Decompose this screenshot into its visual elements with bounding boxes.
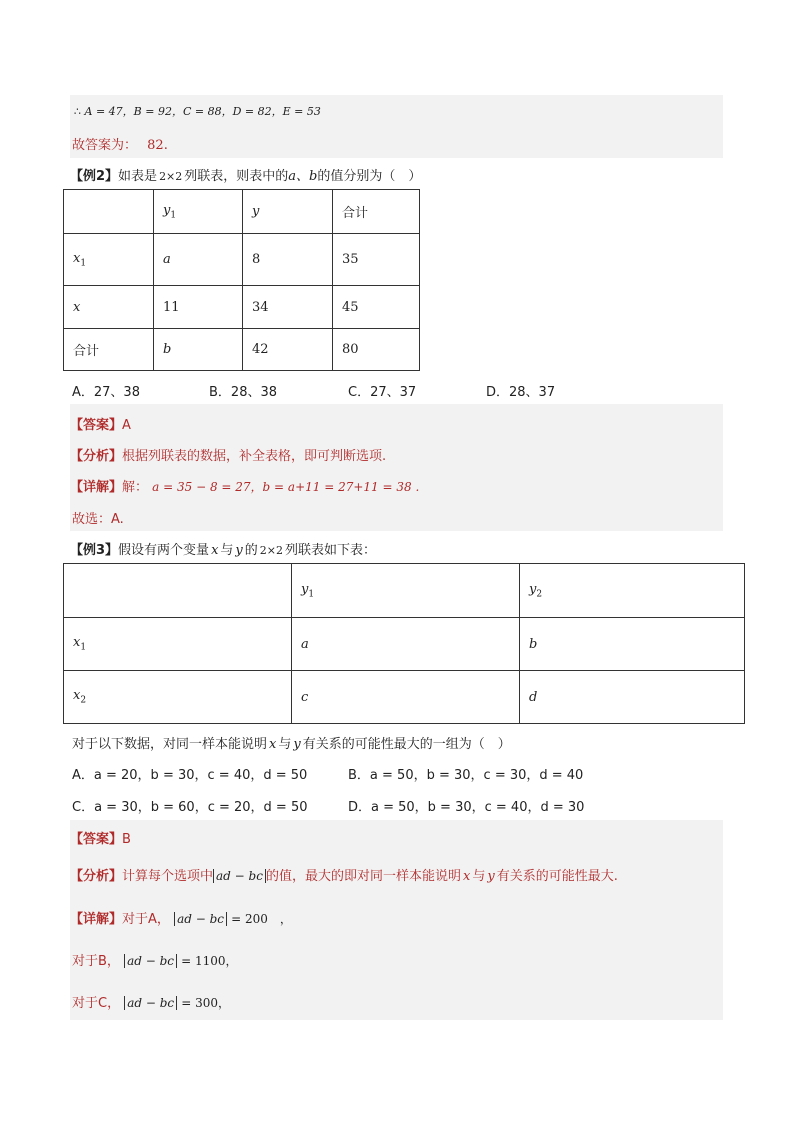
cell: y <box>243 190 333 234</box>
cell <box>64 190 154 234</box>
cell: 8 <box>243 234 333 286</box>
contingency-table-3 <box>63 563 745 724</box>
cell: 42 <box>243 329 333 371</box>
choice-line: 故选：A. <box>72 512 124 527</box>
abs-expression: ad − bc <box>213 869 266 883</box>
option-c: C．a = 30，b = 60，c = 20，d = 50 <box>72 800 308 815</box>
cell: b <box>520 618 745 671</box>
values-text: A = 47，B = 92，C = 88，D = 82，E = 53 <box>84 105 321 118</box>
analysis-line: 【分析】根据列联表的数据，补全表格，即可判断选项. <box>70 449 387 464</box>
option-d: D．28、37 <box>486 385 556 400</box>
cell <box>64 564 292 618</box>
cell: $x_1$ <box>64 234 154 286</box>
example2-question: 【例2】如表是 2×2 列联表，则表中的a、b的值分别为（ ） <box>70 169 422 184</box>
option-b: B．a = 50，b = 30，c = 30，d = 40 <box>348 768 584 783</box>
values-line: ∴ A = 47，B = 92，C = 88，D = 82，E = 53 <box>74 105 321 118</box>
solution-box-3 <box>70 820 723 1020</box>
cell: 合计 <box>333 190 420 234</box>
solution-box-1 <box>70 95 723 158</box>
cell: 34 <box>243 286 333 329</box>
answer-line: 【答案】B <box>70 832 131 847</box>
cell: 11 <box>154 286 243 329</box>
cell: $x_2$ <box>64 671 292 724</box>
cell: b <box>154 329 243 371</box>
detail-line-a: 【详解】对于A， ad − bc = 200 ， <box>70 912 292 927</box>
cell: a <box>292 618 520 671</box>
cell: $y_1$ <box>154 190 243 234</box>
example3-tag: 【例3】 <box>70 543 119 558</box>
example3-prompt: 对于以下数据，对同一样本能说明 x 与 y 有关系的可能性最大的一组为（ ） <box>72 737 511 752</box>
detail-line: 【详解】解： a = 35 − 8 = 27，b = a+11 = 27+11 = 38 . <box>70 480 420 495</box>
cell: $y_1$ <box>292 564 520 618</box>
option-b: B．28、38 <box>209 385 278 400</box>
answer-line: 故答案为： 82. <box>72 138 168 153</box>
cell: a <box>154 234 243 286</box>
cell: d <box>520 671 745 724</box>
detail-math: a = 35 − 8 = 27，b = a+11 = 27+11 = 38 . <box>152 480 420 494</box>
answer-line: 【答案】A <box>70 418 131 433</box>
cell: 35 <box>333 234 420 286</box>
analysis-line: 【分析】计算每个选项中 ad − bc 的值，最大的即对同一样本能说明 x 与 y 有关系的可能性最大. <box>70 869 618 884</box>
option-a: A．27、38 <box>72 385 140 400</box>
example2-tag: 【例2】 <box>70 169 119 184</box>
example3-question: 【例3】假设有两个变量 x 与 y 的 2×2 列联表如下表： <box>70 543 377 558</box>
option-a: A．a = 20，b = 30，c = 40，d = 50 <box>72 768 308 783</box>
cell: $x_1$ <box>64 618 292 671</box>
contingency-table-2 <box>63 189 420 371</box>
cell: c <box>292 671 520 724</box>
cell: $y_2$ <box>520 564 745 618</box>
cell: x <box>64 286 154 329</box>
option-d: D．a = 50，b = 30，c = 40，d = 30 <box>348 800 585 815</box>
cell: 合计 <box>64 329 154 371</box>
solution-box-2 <box>70 404 723 531</box>
cell: 80 <box>333 329 420 371</box>
cell: 45 <box>333 286 420 329</box>
detail-line-b: 对于B， ad − bc = 1100， <box>72 954 238 969</box>
option-c: C．27、37 <box>348 385 417 400</box>
detail-line-c: 对于C， ad − bc = 300， <box>72 996 231 1011</box>
